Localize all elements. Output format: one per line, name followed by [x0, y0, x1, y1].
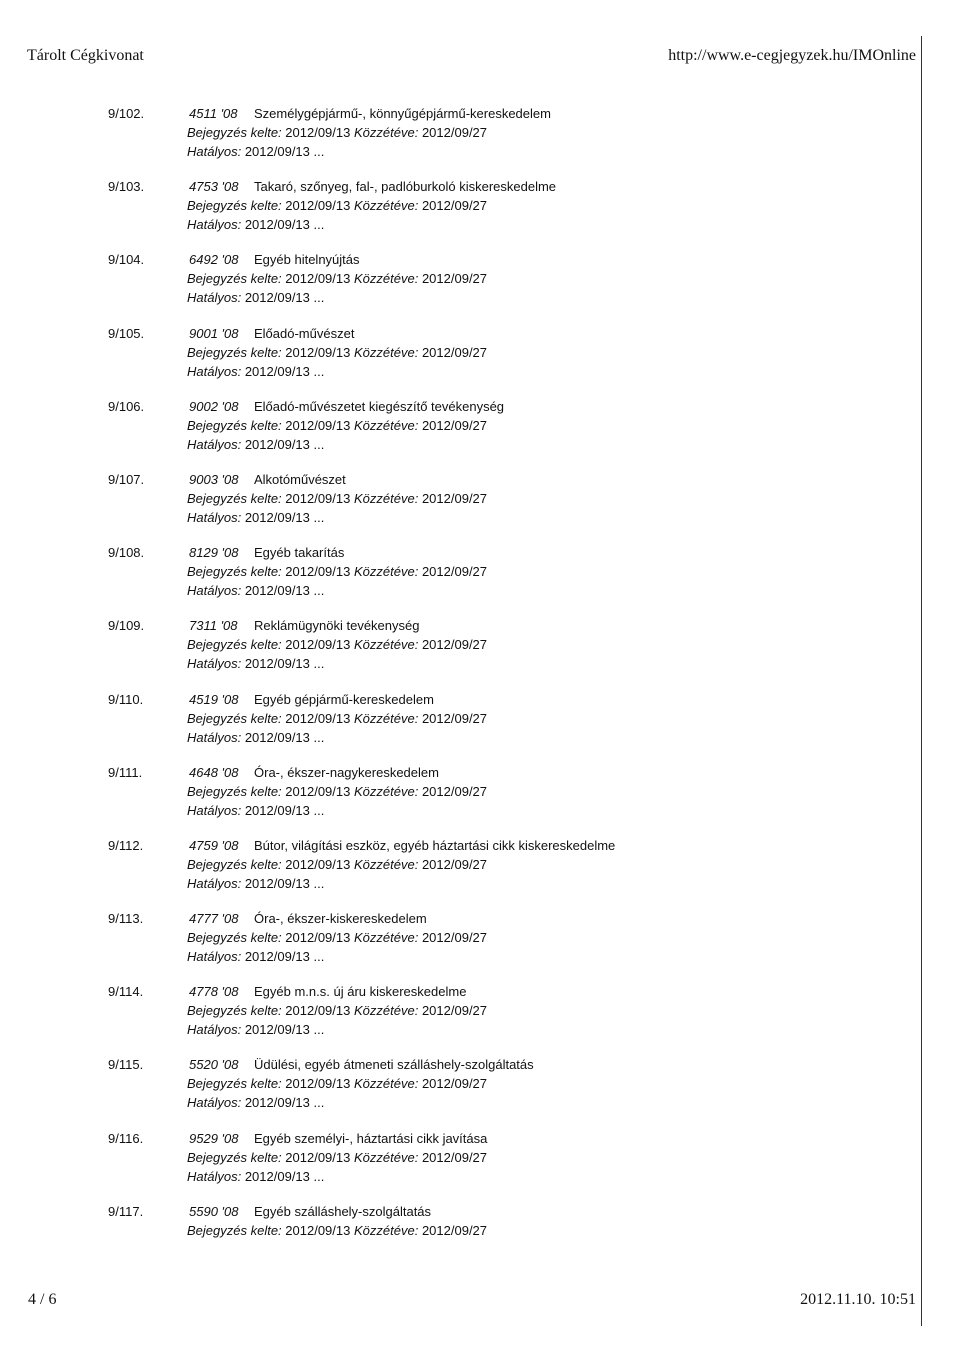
activity-name: Alkotóművészet [254, 471, 346, 487]
activity-entry [0, 326, 960, 399]
entry-number: 9/113. [108, 911, 144, 927]
teaor-code: 9001 '08 [189, 325, 239, 341]
activity-entry [0, 911, 960, 984]
filed-label: Bejegyzés kelte: [187, 490, 282, 506]
effective-line [187, 364, 324, 379]
activity-entry [0, 692, 960, 765]
filed-published-line [187, 198, 487, 213]
filed-label: Bejegyzés kelte: [187, 417, 282, 433]
published-label: Közzétéve: [354, 856, 419, 872]
published-date: 2012/09/27 [421, 1149, 488, 1165]
teaor-code: 9002 '08 [189, 398, 239, 414]
filed-published-line [187, 345, 487, 360]
entry-number: 9/104. [108, 252, 145, 268]
effective-date: 2012/09/13 ... [244, 1095, 325, 1111]
entry-number: 9/110. [108, 691, 144, 707]
entry-number: 9/103. [108, 179, 145, 195]
activity-name: Bútor, világítási eszköz, egyéb háztartási cikk kiskereskedelme [254, 837, 616, 853]
filed-published-line [187, 637, 487, 652]
teaor-code: 6492 '08 [189, 252, 239, 268]
filed-date: 2012/09/13 [285, 783, 351, 799]
filed-label: Bejegyzés kelte: [187, 198, 282, 214]
entry-number: 9/117. [108, 1203, 144, 1219]
filed-label: Bejegyzés kelte: [187, 564, 282, 580]
activity-entry [0, 1131, 960, 1204]
published-date: 2012/09/27 [421, 856, 488, 872]
teaor-code: 5520 '08 [189, 1057, 239, 1073]
activity-name: Előadó-művészetet kiegészítő tevékenység [254, 398, 505, 414]
published-label: Közzétéve: [354, 1003, 419, 1019]
entry-number: 9/105. [108, 325, 145, 341]
effective-label: Hatályos: [187, 144, 242, 159]
entry-number: 9/112. [108, 837, 144, 853]
effective-line [187, 730, 324, 745]
filed-date: 2012/09/13 [285, 930, 351, 946]
activity-entry [0, 765, 960, 838]
effective-line [187, 144, 324, 159]
filed-date: 2012/09/13 [285, 1222, 351, 1238]
source-url: http://www.e-cegjegyzek.hu/IMOnline [668, 47, 916, 64]
activity-entry [0, 179, 960, 252]
filed-published-line [187, 784, 487, 799]
teaor-code: 4777 '08 [189, 911, 239, 927]
filed-label: Bejegyzés kelte: [187, 1149, 282, 1165]
effective-label: Hatályos: [187, 509, 242, 525]
activity-entry [0, 106, 960, 179]
effective-label: Hatályos: [187, 583, 242, 599]
entry-number: 9/107. [108, 471, 145, 487]
effective-date: 2012/09/13 ... [244, 949, 325, 965]
filed-label: Bejegyzés kelte: [187, 1003, 282, 1019]
published-label: Közzétéve: [354, 1222, 419, 1238]
effective-line [187, 437, 324, 452]
published-date: 2012/09/27 [421, 490, 488, 506]
filed-date: 2012/09/13 [285, 271, 351, 287]
effective-date: 2012/09/13 ... [244, 363, 325, 379]
published-label: Közzétéve: [354, 710, 419, 726]
filed-label: Bejegyzés kelte: [187, 125, 282, 140]
published-label: Közzétéve: [354, 344, 419, 360]
filed-date: 2012/09/13 [285, 490, 351, 506]
filed-date: 2012/09/13 [285, 856, 351, 872]
activity-entry [0, 984, 960, 1057]
activity-entry [0, 1204, 960, 1277]
effective-date: 2012/09/13 ... [244, 583, 325, 599]
filed-date: 2012/09/13 [285, 344, 351, 360]
filed-published-line [187, 491, 487, 506]
filed-label: Bejegyzés kelte: [187, 856, 282, 872]
activity-entry [0, 252, 960, 325]
filed-published-line [187, 125, 487, 140]
filed-label: Bejegyzés kelte: [187, 344, 282, 360]
published-date: 2012/09/27 [421, 417, 488, 433]
published-date: 2012/09/27 [421, 344, 488, 360]
filed-published-line [187, 857, 487, 872]
effective-label: Hatályos: [187, 875, 242, 891]
effective-line [187, 1095, 324, 1110]
filed-published-line [187, 1223, 487, 1238]
effective-label: Hatályos: [187, 363, 242, 379]
effective-line [187, 1169, 324, 1184]
filed-published-line [187, 1003, 487, 1018]
activity-name: Egyéb gépjármű-kereskedelem [254, 691, 434, 707]
teaor-code: 4648 '08 [189, 764, 239, 780]
filed-label: Bejegyzés kelte: [187, 930, 282, 946]
effective-line [187, 1022, 324, 1037]
activity-name: Előadó-művészet [254, 325, 355, 341]
effective-label: Hatályos: [187, 1095, 242, 1111]
teaor-code: 7311 '08 [189, 618, 238, 634]
effective-date: 2012/09/13 ... [244, 217, 325, 233]
published-date: 2012/09/27 [421, 564, 488, 580]
published-date: 2012/09/27 [421, 125, 488, 140]
published-date: 2012/09/27 [421, 637, 488, 653]
teaor-code: 4511 '08 [189, 106, 238, 121]
effective-label: Hatályos: [187, 217, 242, 233]
effective-date: 2012/09/13 ... [244, 436, 325, 452]
effective-label: Hatályos: [187, 949, 242, 965]
activity-name: Egyéb szálláshely-szolgáltatás [254, 1203, 432, 1219]
activity-name: Óra-, ékszer-kiskereskedelem [254, 911, 427, 927]
effective-line [187, 217, 324, 232]
published-date: 2012/09/27 [421, 710, 488, 726]
published-label: Közzétéve: [354, 198, 419, 214]
activity-entry [0, 545, 960, 618]
activity-entry [0, 472, 960, 545]
effective-line [187, 510, 324, 525]
filed-date: 2012/09/13 [285, 125, 351, 140]
filed-label: Bejegyzés kelte: [187, 710, 282, 726]
published-label: Közzétéve: [354, 271, 419, 287]
effective-date: 2012/09/13 ... [244, 1022, 325, 1038]
effective-line [187, 290, 324, 305]
filed-label: Bejegyzés kelte: [187, 783, 282, 799]
published-date: 2012/09/27 [421, 271, 488, 287]
entry-number: 9/106. [108, 398, 145, 414]
activity-list [0, 106, 960, 1277]
effective-date: 2012/09/13 ... [244, 729, 325, 745]
activity-name: Óra-, ékszer-nagykereskedelem [254, 764, 439, 780]
effective-date: 2012/09/13 ... [244, 1168, 325, 1184]
published-date: 2012/09/27 [421, 198, 488, 214]
teaor-code: 9529 '08 [189, 1130, 239, 1146]
published-label: Közzétéve: [354, 783, 419, 799]
published-date: 2012/09/27 [421, 783, 488, 799]
published-date: 2012/09/27 [421, 1003, 488, 1019]
teaor-code: 4759 '08 [189, 837, 239, 853]
filed-label: Bejegyzés kelte: [187, 637, 282, 653]
published-label: Közzétéve: [354, 564, 419, 580]
effective-line [187, 876, 324, 891]
activity-name: Egyéb m.n.s. új áru kiskereskedelme [254, 984, 467, 1000]
effective-date: 2012/09/13 ... [244, 509, 325, 525]
published-date: 2012/09/27 [421, 930, 488, 946]
effective-date: 2012/09/13 ... [244, 802, 325, 818]
published-label: Közzétéve: [354, 637, 419, 653]
published-date: 2012/09/27 [421, 1222, 488, 1238]
effective-label: Hatályos: [187, 1168, 242, 1184]
activity-entry [0, 1057, 960, 1130]
teaor-code: 4778 '08 [189, 984, 239, 1000]
filed-label: Bejegyzés kelte: [187, 271, 282, 287]
effective-line [187, 656, 324, 671]
entry-number: 9/111. [108, 764, 143, 780]
filed-date: 2012/09/13 [285, 637, 351, 653]
effective-line [187, 583, 324, 598]
activity-name: Egyéb hitelnyújtás [254, 252, 360, 268]
effective-label: Hatályos: [187, 1022, 242, 1038]
filed-date: 2012/09/13 [285, 1149, 351, 1165]
activity-name: Egyéb személyi-, háztartási cikk javítása [254, 1130, 488, 1146]
activity-name: Üdülési, egyéb átmeneti szálláshely-szolgáltatás [254, 1057, 534, 1073]
effective-label: Hatályos: [187, 802, 242, 818]
activity-entry [0, 618, 960, 691]
filed-date: 2012/09/13 [285, 198, 351, 214]
activity-name: Reklámügynöki tevékenység [254, 618, 420, 634]
filed-published-line [187, 418, 487, 433]
filed-date: 2012/09/13 [285, 1003, 351, 1019]
filed-date: 2012/09/13 [285, 710, 351, 726]
filed-date: 2012/09/13 [285, 1076, 351, 1092]
effective-label: Hatályos: [187, 290, 242, 306]
page-number: 4 / 6 [28, 1291, 57, 1308]
published-date: 2012/09/27 [421, 1076, 488, 1092]
filed-date: 2012/09/13 [285, 564, 351, 580]
activity-name: Személygépjármű-, könnyűgépjármű-kereskedelem [254, 106, 551, 121]
effective-date: 2012/09/13 ... [244, 144, 325, 159]
filed-published-line [187, 271, 487, 286]
effective-line [187, 949, 324, 964]
effective-date: 2012/09/13 ... [244, 656, 325, 672]
print-datetime: 2012.11.10. 10:51 [800, 1291, 916, 1308]
teaor-code: 4753 '08 [189, 179, 239, 195]
entry-number: 9/108. [108, 545, 145, 561]
published-label: Közzétéve: [354, 1076, 419, 1092]
entry-number: 9/102. [108, 106, 145, 121]
filed-published-line [187, 1150, 487, 1165]
teaor-code: 4519 '08 [189, 691, 239, 707]
effective-date: 2012/09/13 ... [244, 875, 325, 891]
filed-published-line [187, 1076, 487, 1091]
published-label: Közzétéve: [354, 125, 419, 140]
filed-label: Bejegyzés kelte: [187, 1076, 282, 1092]
filed-date: 2012/09/13 [285, 417, 351, 433]
effective-label: Hatályos: [187, 729, 242, 745]
activity-name: Takaró, szőnyeg, fal-, padlóburkoló kiskereskedelme [254, 179, 557, 195]
effective-label: Hatályos: [187, 436, 242, 452]
teaor-code: 8129 '08 [189, 545, 239, 561]
entry-number: 9/115. [108, 1057, 144, 1073]
entry-number: 9/114. [108, 984, 144, 1000]
published-label: Közzétéve: [354, 490, 419, 506]
effective-date: 2012/09/13 ... [244, 290, 325, 306]
filed-published-line [187, 564, 487, 579]
teaor-code: 9003 '08 [189, 471, 239, 487]
effective-label: Hatályos: [187, 656, 242, 672]
filed-published-line [187, 930, 487, 945]
document-title: Tárolt Cégkivonat [27, 47, 144, 64]
activity-entry [0, 399, 960, 472]
filed-published-line [187, 711, 487, 726]
published-label: Közzétéve: [354, 417, 419, 433]
teaor-code: 5590 '08 [189, 1203, 239, 1219]
activity-entry [0, 838, 960, 911]
filed-label: Bejegyzés kelte: [187, 1222, 282, 1238]
activity-name: Egyéb takarítás [254, 545, 345, 561]
published-label: Közzétéve: [354, 930, 419, 946]
effective-line [187, 803, 324, 818]
entry-number: 9/109. [108, 618, 145, 634]
entry-number: 9/116. [108, 1130, 144, 1146]
published-label: Közzétéve: [354, 1149, 419, 1165]
